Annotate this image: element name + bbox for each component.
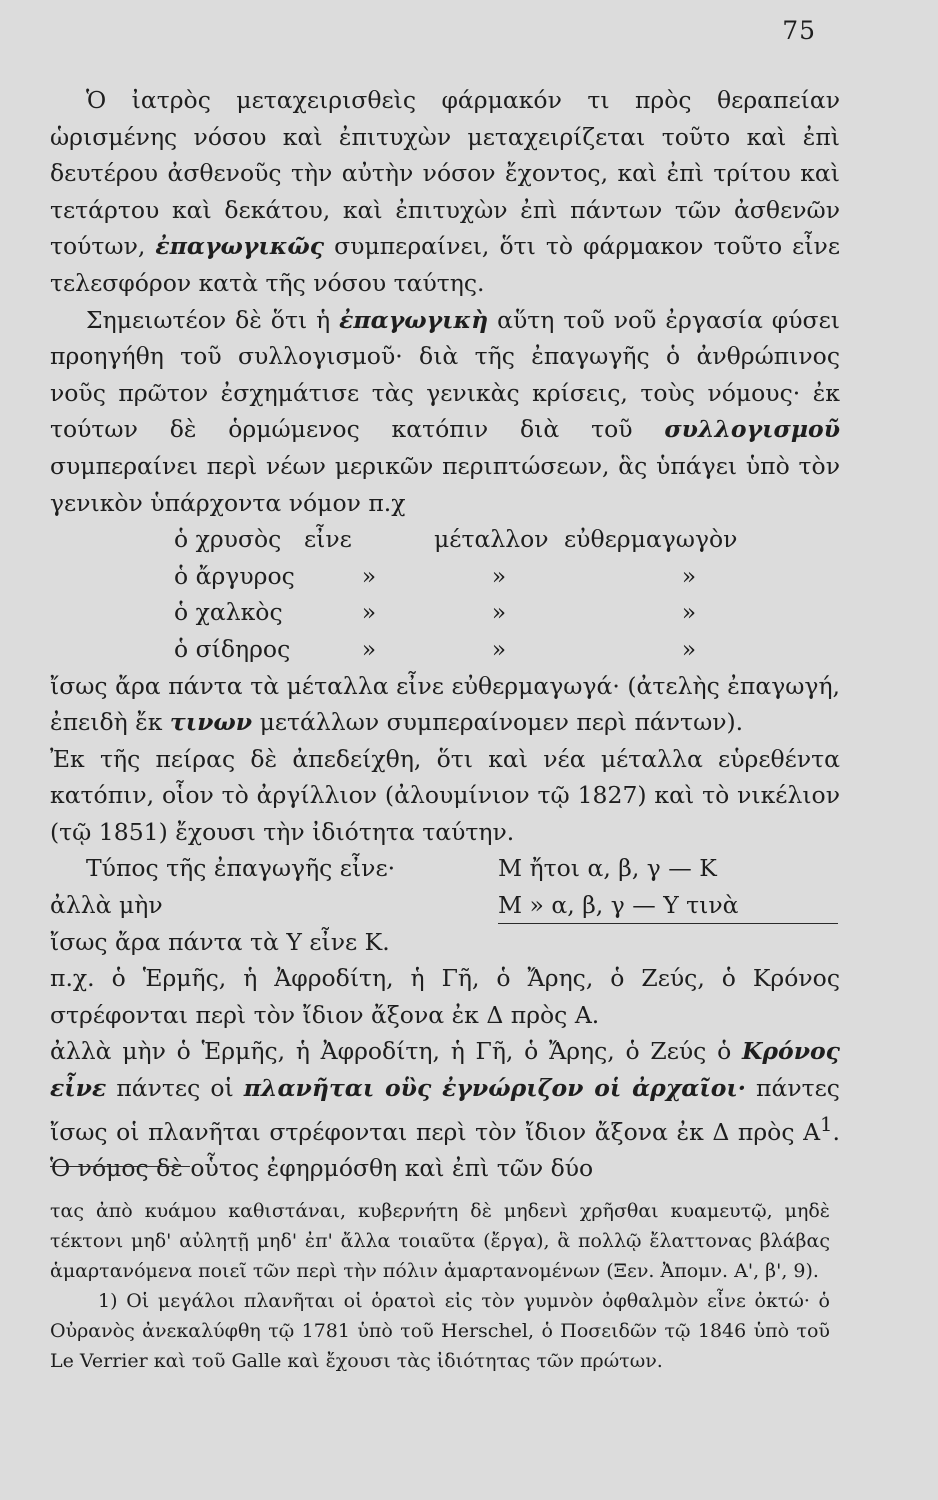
paragraph-6: ἀλλὰ μὴν ὁ Ἑρμῆς, ἡ Ἀφροδίτη, ἡ Γῆ, ὁ Ἄρης, ὁ Ζεύς ὁ Κρόνος εἶνε πάντες οἱ πλανῆται οὓς ἐγνώριζον οἱ ἀρχαῖοι· πάντες ἴσως οἱ πλανῆται στρέφονται περὶ τὸν ἴδιον ἄξονα ἐκ Δ πρὸς $A^1$. Ὁ νόμος δὲ οὗτος ἐφηρμόσθη καὶ ἐπὶ τῶν δύο [50,1037,840,1183]
paragraph-4: Ἐκ τῆς πείρας δὲ ἀπεδείχθη, ὅτι καὶ νέα μέταλλα εὑρεθέντα κατόπιν, οἷον τὸ ἀργίλλιον (ἀλουμίνιον τῷ 1827) καὶ τὸ νικέλιον (τῷ 1851) ἔχουσι τὴν ἰδιότητα ταύτην. [50,744,840,846]
formula-line-2: ἀλλὰ μὴν Μ » α, β, γ — Υ τινὰ [50,887,840,924]
footnote-1: 1) Οἱ μεγάλοι πλανῆται οἱ ὁρατοὶ εἰς τὸν γυμνὸν ὀφθαλμὸν εἶνε ὀκτώ· ὁ Οὐρανὸς ἀνεκαλύφθη τῷ 1781 ὑπὸ τοῦ Herschel, ὁ Ποσειδῶν τῷ 1846 ὑπὸ τοῦ Le Verrier καὶ τοῦ Galle καὶ ἔχουσι τὰς ἰδιότητας τῶν πρώτων. [50,1290,830,1372]
example-row: ὁ χρυσὸς εἶνε μέταλλον εὐθερμαγωγὸν [174,525,738,554]
paragraph-2: Σημειωτέον δὲ ὅτι ἡ ἐπαγωγικὴ αὕτη τοῦ νοῦ ἐργασία φύσει προηγήθη τοῦ συλλογισμοῦ· διὰ τῆς ἐπαγωγῆς ὁ ἀνθρώπινος νοῦς πρῶτον ἐσχημάτισε τὰς γενικὰς κρίσεις, τοὺς νόμους· ἐκ τούτων δὲ ὁρμώμενος κατόπιν διὰ τοῦ συλλογισμοῦ συμπεραίνει περὶ νέων μερικῶν περιπτώσεων, ἃς ὑπάγει ὑπὸ τὸν γενικὸν ὑπάρχοντα νόμον π.χ [50,305,840,517]
emphasis-term: Κρόνος εἶνε [50,1037,840,1103]
footnote-continuation: τας ἀπὸ κυάμου καθιστάναι, κυβερνήτη δὲ μηδενὶ χρῆσθαι κυαμευτῷ, μηδὲ τέκτονι μηδ' αὐλητῇ μηδ' ἐπ' ἄλλα τοιαῦτα (ἔργα), ἃ πολλῷ ἔλαττονας βλάβας ἁμαρτανόμενα ποιεῖ τῶν περὶ τὴν πόλιν ἁμαρτανομένων (Ξεν. Ἀπομν. Α', β', 9). [50,1200,830,1282]
emphasis-term: ἐπαγωγικὴ [339,305,489,334]
paragraph-1: Ὁ ἰατρὸς μεταχειρισθεὶς φάρμακόν τι πρὸς θεραπείαν ὡρισμένης νόσου καὶ ἐπιτυχὼν μεταχειρίζεται τοῦτο καὶ ἐπὶ δευτέρου ἀσθενοῦς τὴν αὐτὴν νόσον ἔχοντος, καὶ ἐπὶ τρίτου καὶ τετάρτου καὶ δεκάτου, καὶ ἐπιτυχὼν ἐπὶ πάντων τῶν ἀσθενῶν τούτων, ἐπαγωγικῶς συμπεραίνει, ὅτι τὸ φάρμακον τοῦτο εἶνε τελεσφόρον κατὰ τῆς νόσου ταύτης. [50,86,840,297]
emphasis-term: τινων [169,708,253,737]
formula-conclusion: ἴσως ἄρα πάντα τὰ Υ εἶνε Κ. [50,927,390,956]
footnotes [50,1196,830,1376]
example-row: ὁ σίδηρος » » » [174,634,697,663]
paragraph-5: π.χ. ὁ Ἑρμῆς, ἡ Ἀφροδίτη, ἡ Γῆ, ὁ Ἄρης, ὁ Ζεύς, ὁ Κρόνος στρέφονται περὶ τὸν ἴδιον ἄξονα ἐκ Δ πρὸς Α. [50,964,840,1029]
example-list [50,521,840,667]
example-row: ὁ ἄργυρος » » » [174,561,697,590]
emphasis-term: πλανῆται οὓς ἐγνώριζον οἱ ἀρχαῖοι· [243,1074,746,1103]
page-number: 75 [782,16,816,45]
emphasis-term: ἐπαγωγικῶς [155,232,325,261]
footnote-marker: 1 [820,1112,833,1136]
emphasis-term: συλλογισμοῦ [664,415,840,444]
paragraph-3: ἴσως ἄρα πάντα τὰ μέταλλα εἶνε εὐθερμαγωγά· (ἀτελὴς ἐπαγωγή, ἐπειδὴ ἔκ τινων μετάλλων συμπεραίνομεν περὶ πάντων). [50,671,840,737]
example-row: ὁ χαλκὸς » » » [174,598,697,627]
main-text [50,82,840,1187]
formula-line-1: Τύπος τῆς ἐπαγωγῆς εἶνε· Μ ἤτοι α, β, γ — Κ [86,854,717,883]
footnote-divider [50,1166,190,1167]
